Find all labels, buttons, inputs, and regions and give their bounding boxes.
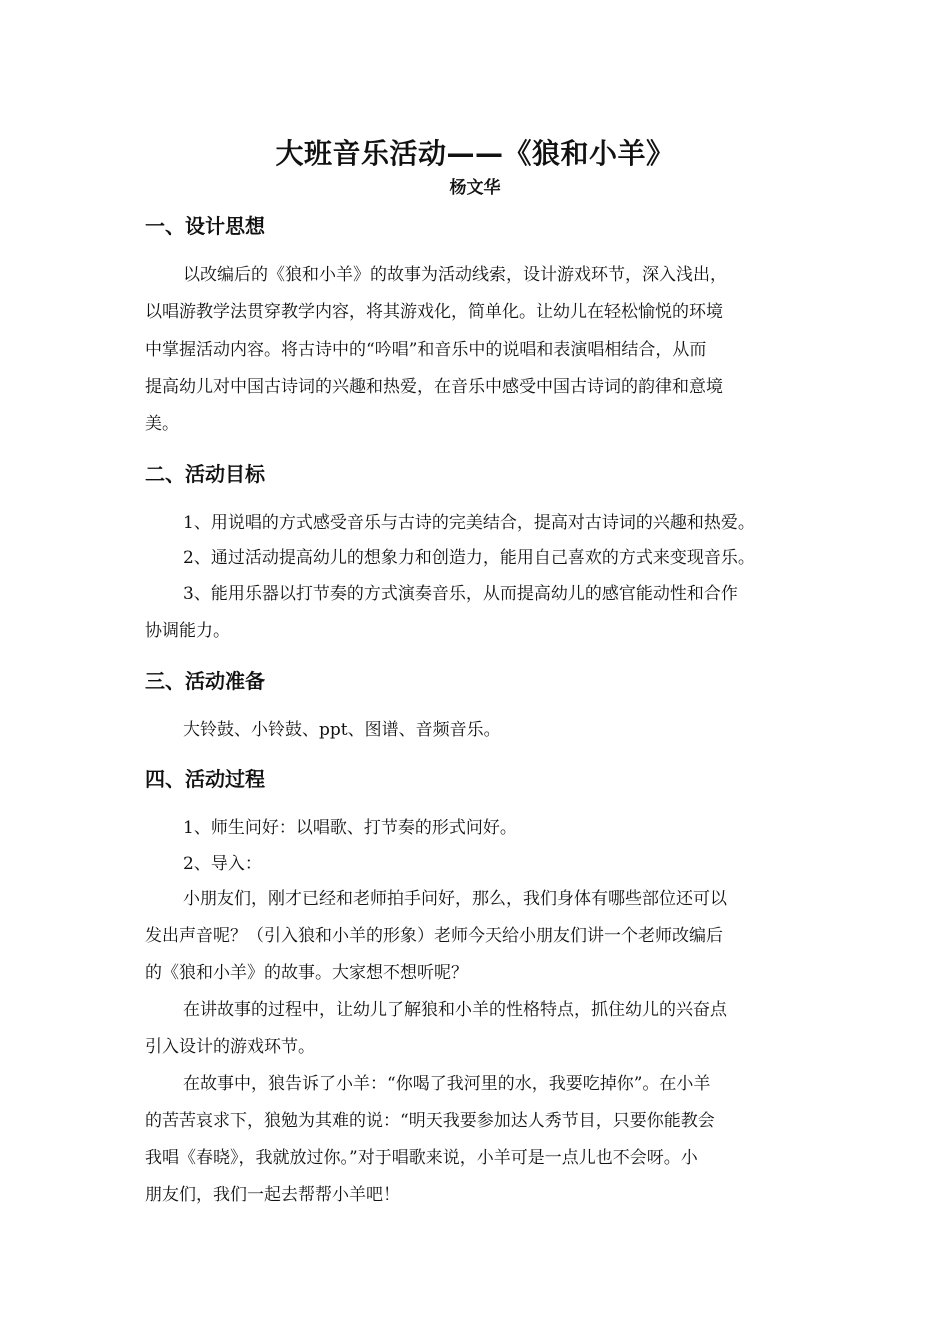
paragraph-line: 1、用说唱的方式感受音乐与古诗的完美结合，提高对古诗词的兴趣和热爱。 [183, 513, 755, 533]
paragraph-line: 中掌握活动内容。将古诗中的“吟唱”和音乐中的说唱和表演唱相结合，从而 [145, 340, 707, 360]
paragraph-line: 2、导入： [183, 854, 262, 874]
paragraph-line: 美。 [145, 414, 179, 434]
paragraph-line: 2、通过活动提高幼儿的想象力和创造力，能用自己喜欢的方式来变现音乐。 [183, 548, 755, 568]
section-heading: 四、活动过程 [145, 767, 265, 791]
paragraph-line: 大铃鼓、小铃鼓、ppt、图谱、音频音乐。 [183, 720, 501, 740]
paragraph-line: 3、能用乐器以打节奏的方式演奏音乐，从而提高幼儿的感官能动性和合作 [183, 584, 738, 604]
section-heading: 三、活动准备 [145, 669, 265, 693]
paragraph-line: 的《狼和小羊》的故事。大家想不想听呢？ [145, 963, 468, 983]
paragraph-line: 朋友们，我们一起去帮帮小羊吧！ [145, 1185, 400, 1205]
paragraph-line: 1、师生问好：以唱歌、打节奏的形式问好。 [183, 818, 517, 838]
paragraph-line: 在讲故事的过程中，让幼儿了解狼和小羊的性格特点，抓住幼儿的兴奋点 [183, 1000, 727, 1020]
paragraph-line: 我唱《春晓》，我就放过你。”对于唱歌来说，小羊可是一点儿也不会呀。小 [145, 1148, 698, 1168]
paragraph-line: 的苦苦哀求下，狼勉为其难的说：“明天我要参加达人秀节目，只要你能教会 [145, 1111, 715, 1131]
paragraph-line: 协调能力。 [145, 621, 230, 641]
paragraph-line: 发出声音呢？（引入狼和小羊的形象）老师今天给小朋友们讲一个老师改编后 [145, 926, 723, 946]
paragraph-line: 以改编后的《狼和小羊》的故事为活动线索，设计游戏环节，深入浅出， [183, 265, 727, 285]
document-author: 杨文华 [449, 178, 501, 198]
paragraph-line: 以唱游教学法贯穿教学内容，将其游戏化，简单化。让幼儿在轻松愉悦的环境 [145, 302, 723, 322]
paragraph-line: 提高幼儿对中国古诗词的兴趣和热爱，在音乐中感受中国古诗词的韵律和意境 [145, 377, 723, 397]
section-heading: 一、设计思想 [145, 214, 265, 238]
paragraph-line: 在故事中，狼告诉了小羊：“你喝了我河里的水，我要吃掉你”。在小羊 [183, 1074, 711, 1094]
section-heading: 二、活动目标 [145, 462, 265, 486]
paragraph-line: 引入设计的游戏环节。 [145, 1037, 315, 1057]
paragraph-line: 小朋友们，刚才已经和老师拍手问好，那么，我们身体有哪些部位还可以 [183, 889, 727, 909]
document-title: 大班音乐活动——《狼和小羊》 [275, 137, 675, 170]
